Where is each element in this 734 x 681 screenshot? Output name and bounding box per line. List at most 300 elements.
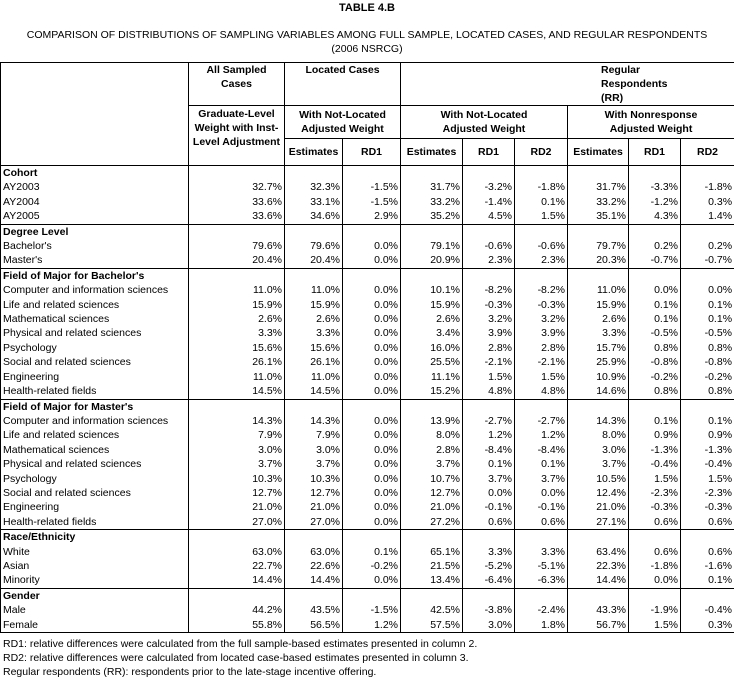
- table-cell: 3.7%: [515, 472, 568, 486]
- table-cell: -0.6%: [463, 239, 515, 253]
- table-cell: 0.0%: [463, 486, 515, 500]
- table-cell: -0.5%: [681, 326, 734, 340]
- section-spacer-cell: [285, 166, 343, 181]
- table-cell: 43.3%: [568, 603, 629, 617]
- table-cell: 4.3%: [629, 209, 681, 224]
- table-cell: 12.7%: [189, 486, 285, 500]
- table-cell: 0.0%: [681, 283, 734, 297]
- table-body: [1, 166, 734, 633]
- table-cell: 0.2%: [629, 239, 681, 253]
- section-spacer-cell: [463, 530, 515, 545]
- section-spacer-cell: [568, 530, 629, 545]
- table-cell: -6.4%: [463, 573, 515, 588]
- table-cell: -2.3%: [681, 486, 734, 500]
- section-spacer-cell: [285, 530, 343, 545]
- table-cell: 21.0%: [285, 500, 343, 514]
- table-cell: 0.1%: [681, 312, 734, 326]
- section-header-row: [1, 268, 734, 283]
- section-spacer-cell: [629, 268, 681, 283]
- section-title: Field of Major for Bachelor's: [1, 268, 189, 283]
- table-cell: 14.6%: [568, 384, 629, 399]
- section-header-row: [1, 224, 734, 239]
- table-cell: 33.6%: [189, 195, 285, 209]
- table-cell: 16.0%: [401, 341, 463, 355]
- table-cell: 31.7%: [568, 180, 629, 194]
- table-cell: 3.0%: [463, 618, 515, 633]
- row-label: Bachelor's: [1, 239, 189, 253]
- table-cell: 27.0%: [189, 515, 285, 530]
- row-label: Male: [1, 603, 189, 617]
- row-label: Social and related sciences: [1, 355, 189, 369]
- table-cell: 15.2%: [401, 384, 463, 399]
- row-label: Mathematical sciences: [1, 443, 189, 457]
- table-cell: 10.3%: [189, 472, 285, 486]
- table-cell: 15.9%: [401, 298, 463, 312]
- table-cell: 3.3%: [568, 326, 629, 340]
- section-spacer-cell: [463, 399, 515, 414]
- table-cell: 0.0%: [343, 384, 401, 399]
- header-with-not-located-2: With Not-Located Adjusted Weight: [401, 106, 568, 139]
- header-grad-weight: Graduate-Level Weight with Inst-Level Adjustment: [189, 106, 285, 166]
- table-cell: 0.6%: [515, 515, 568, 530]
- section-spacer-cell: [285, 399, 343, 414]
- header-rd1-rr: RD1: [463, 139, 515, 166]
- table-cell: 0.0%: [629, 573, 681, 588]
- table-row: [1, 559, 734, 573]
- table-header: [1, 63, 734, 166]
- table-cell: 21.5%: [401, 559, 463, 573]
- table-cell: 1.4%: [681, 209, 734, 224]
- table-cell: -1.3%: [681, 443, 734, 457]
- table-cell: -5.2%: [463, 559, 515, 573]
- table-cell: 1.5%: [629, 472, 681, 486]
- table-cell: 65.1%: [401, 545, 463, 559]
- table-cell: 0.0%: [515, 486, 568, 500]
- table-cell: 14.3%: [568, 414, 629, 428]
- section-spacer-cell: [401, 588, 463, 603]
- table-cell: 0.1%: [629, 298, 681, 312]
- table-cell: 33.2%: [568, 195, 629, 209]
- table-cell: 0.0%: [343, 253, 401, 268]
- section-spacer-cell: [568, 224, 629, 239]
- table-cell: 0.8%: [681, 341, 734, 355]
- section-header-row: [1, 166, 734, 181]
- table-cell: -0.2%: [681, 370, 734, 384]
- row-label: AY2004: [1, 195, 189, 209]
- table-row: [1, 500, 734, 514]
- row-label: Physical and related sciences: [1, 326, 189, 340]
- section-spacer-cell: [515, 224, 568, 239]
- table-cell: -6.3%: [515, 573, 568, 588]
- table-cell: 0.1%: [343, 545, 401, 559]
- row-label: Minority: [1, 573, 189, 588]
- section-spacer-cell: [629, 166, 681, 181]
- section-spacer-cell: [515, 399, 568, 414]
- section-spacer-cell: [681, 588, 734, 603]
- table-cell: -0.5%: [629, 326, 681, 340]
- table-row: [1, 180, 734, 194]
- table-row: [1, 486, 734, 500]
- section-header-row: [1, 588, 734, 603]
- table-cell: 0.1%: [463, 457, 515, 471]
- table-cell: 0.0%: [343, 500, 401, 514]
- table-cell: 3.3%: [285, 326, 343, 340]
- table-cell: -1.9%: [629, 603, 681, 617]
- row-label: Psychology: [1, 341, 189, 355]
- table-cell: 1.5%: [515, 370, 568, 384]
- section-spacer-cell: [343, 166, 401, 181]
- table-cell: -0.1%: [463, 500, 515, 514]
- table-cell: 21.0%: [401, 500, 463, 514]
- table-cell: 13.4%: [401, 573, 463, 588]
- table-cell: 3.7%: [285, 457, 343, 471]
- table-cell: 0.1%: [515, 457, 568, 471]
- table-cell: -0.4%: [681, 603, 734, 617]
- header-with-nonresponse: With Nonresponse Adjusted Weight: [568, 106, 734, 139]
- table-cell: 12.4%: [568, 486, 629, 500]
- table-cell: 79.1%: [401, 239, 463, 253]
- table-row: [1, 355, 734, 369]
- table-cell: 1.5%: [681, 472, 734, 486]
- section-spacer-cell: [285, 268, 343, 283]
- header-with-not-located-1: With Not-Located Adjusted Weight: [285, 106, 401, 139]
- table-cell: 20.9%: [401, 253, 463, 268]
- header-stub: [1, 63, 189, 166]
- table-cell: 25.9%: [568, 355, 629, 369]
- section-header-row: [1, 530, 734, 545]
- section-spacer-cell: [681, 166, 734, 181]
- table-cell: 2.3%: [463, 253, 515, 268]
- table-cell: 0.1%: [629, 312, 681, 326]
- table-cell: -8.2%: [515, 283, 568, 297]
- table-cell: 3.2%: [463, 312, 515, 326]
- subtitle-line-1: COMPARISON OF DISTRIBUTIONS OF SAMPLING VARIABLES AMONG FULL SAMPLE, LOCATED CASES, AND REGULAR RESPONDENTS: [26, 29, 708, 41]
- table-cell: 0.0%: [343, 515, 401, 530]
- section-spacer-cell: [189, 166, 285, 181]
- header-rd1-located: RD1: [343, 139, 401, 166]
- table-cell: 25.5%: [401, 355, 463, 369]
- table-cell: 14.3%: [285, 414, 343, 428]
- table-cell: 55.8%: [189, 618, 285, 633]
- table-row: [1, 283, 734, 297]
- table-cell: 22.3%: [568, 559, 629, 573]
- table-row: [1, 603, 734, 617]
- table-cell: 0.0%: [343, 370, 401, 384]
- table-cell: 11.0%: [189, 370, 285, 384]
- table-cell: -0.2%: [343, 559, 401, 573]
- table-row: [1, 515, 734, 530]
- section-title: Field of Major for Master's: [1, 399, 189, 414]
- section-spacer-cell: [515, 268, 568, 283]
- row-label: Life and related sciences: [1, 428, 189, 442]
- table-cell: 0.0%: [343, 443, 401, 457]
- section-spacer-cell: [189, 399, 285, 414]
- table-cell: 13.9%: [401, 414, 463, 428]
- header-estimates-nr: Estimates: [568, 139, 629, 166]
- section-spacer-cell: [401, 399, 463, 414]
- row-label: Life and related sciences: [1, 298, 189, 312]
- table-cell: -8.4%: [515, 443, 568, 457]
- table-cell: 26.1%: [189, 355, 285, 369]
- table-cell: 0.0%: [343, 472, 401, 486]
- row-label: Female: [1, 618, 189, 633]
- table-row: [1, 326, 734, 340]
- table-cell: 43.5%: [285, 603, 343, 617]
- table-cell: 33.2%: [401, 195, 463, 209]
- table-cell: -0.3%: [681, 500, 734, 514]
- row-label: AY2003: [1, 180, 189, 194]
- table-cell: 3.7%: [401, 457, 463, 471]
- section-spacer-cell: [343, 268, 401, 283]
- table-row: [1, 443, 734, 457]
- table-cell: 2.8%: [463, 341, 515, 355]
- table-cell: 3.9%: [463, 326, 515, 340]
- section-spacer-cell: [515, 166, 568, 181]
- table-row: [1, 414, 734, 428]
- table-cell: 3.7%: [568, 457, 629, 471]
- table-cell: 27.0%: [285, 515, 343, 530]
- section-spacer-cell: [401, 224, 463, 239]
- table-cell: 35.2%: [401, 209, 463, 224]
- table-cell: 20.3%: [568, 253, 629, 268]
- table-cell: 63.0%: [285, 545, 343, 559]
- section-spacer-cell: [343, 224, 401, 239]
- table-cell: -2.7%: [515, 414, 568, 428]
- table-cell: 0.1%: [681, 573, 734, 588]
- table-cell: 21.0%: [568, 500, 629, 514]
- table-cell: 0.8%: [629, 384, 681, 399]
- table-cell: 0.3%: [681, 618, 734, 633]
- table-cell: -2.3%: [629, 486, 681, 500]
- row-label: Master's: [1, 253, 189, 268]
- header-rd1-nr: RD1: [629, 139, 681, 166]
- table-cell: -0.4%: [681, 457, 734, 471]
- table-row: [1, 618, 734, 633]
- table-row: [1, 428, 734, 442]
- table-cell: 0.9%: [681, 428, 734, 442]
- header-all-sampled: All Sampled Cases: [189, 63, 285, 106]
- table-cell: 3.3%: [189, 326, 285, 340]
- note-rd1: RD1: relative differences were calculated from the full sample-based estimates presented in column 2.: [3, 638, 478, 650]
- table-cell: 0.9%: [629, 428, 681, 442]
- table-cell: 0.0%: [343, 486, 401, 500]
- table-cell: 0.0%: [343, 312, 401, 326]
- table-cell: 0.0%: [343, 457, 401, 471]
- table-cell: 31.7%: [401, 180, 463, 194]
- table-cell: -2.4%: [515, 603, 568, 617]
- row-label: Health-related fields: [1, 515, 189, 530]
- table-row: [1, 573, 734, 588]
- section-title: Cohort: [1, 166, 189, 181]
- table-row: [1, 384, 734, 399]
- table-cell: 32.3%: [285, 180, 343, 194]
- table-cell: 0.2%: [681, 239, 734, 253]
- row-label: AY2005: [1, 209, 189, 224]
- table-cell: -0.8%: [681, 355, 734, 369]
- header-rd2-rr: RD2: [515, 139, 568, 166]
- table-cell: -1.8%: [515, 180, 568, 194]
- table-cell: 35.1%: [568, 209, 629, 224]
- table-cell: 63.4%: [568, 545, 629, 559]
- table-cell: 0.8%: [681, 384, 734, 399]
- section-spacer-cell: [568, 588, 629, 603]
- table-subtitle: [0, 28, 734, 56]
- table-cell: 14.5%: [189, 384, 285, 399]
- table-cell: 22.7%: [189, 559, 285, 573]
- table-title: TABLE 4.B: [338, 2, 396, 14]
- table-cell: 0.0%: [343, 283, 401, 297]
- section-spacer-cell: [285, 224, 343, 239]
- table-cell: -0.2%: [629, 370, 681, 384]
- table-cell: 21.0%: [189, 500, 285, 514]
- table-cell: -1.4%: [463, 195, 515, 209]
- section-spacer-cell: [401, 166, 463, 181]
- table-cell: 33.1%: [285, 195, 343, 209]
- section-spacer-cell: [343, 588, 401, 603]
- data-table: [0, 62, 734, 633]
- table-cell: 2.6%: [189, 312, 285, 326]
- row-label: White: [1, 545, 189, 559]
- section-spacer-cell: [463, 224, 515, 239]
- section-spacer-cell: [568, 166, 629, 181]
- table-cell: -1.8%: [681, 180, 734, 194]
- section-spacer-cell: [629, 399, 681, 414]
- table-cell: -1.5%: [343, 180, 401, 194]
- table-cell: 3.7%: [189, 457, 285, 471]
- row-label: Social and related sciences: [1, 486, 189, 500]
- table-cell: 42.5%: [401, 603, 463, 617]
- section-spacer-cell: [189, 588, 285, 603]
- table-row: [1, 195, 734, 209]
- header-rd2-nr: RD2: [681, 139, 734, 166]
- table-cell: -0.1%: [515, 500, 568, 514]
- header-located: Located Cases: [285, 63, 401, 106]
- table-cell: 79.7%: [568, 239, 629, 253]
- table-cell: 14.3%: [189, 414, 285, 428]
- section-spacer-cell: [463, 268, 515, 283]
- table-cell: 4.8%: [463, 384, 515, 399]
- header-estimates-rr: Estimates: [401, 139, 463, 166]
- section-spacer-cell: [629, 530, 681, 545]
- table-cell: 4.8%: [515, 384, 568, 399]
- table-cell: 0.6%: [629, 515, 681, 530]
- table-cell: -1.5%: [343, 195, 401, 209]
- table-cell: 79.6%: [285, 239, 343, 253]
- header-regular: Regular Respondents (RR): [401, 63, 734, 106]
- section-title: Gender: [1, 588, 189, 603]
- table-cell: 63.0%: [189, 545, 285, 559]
- table-row: [1, 341, 734, 355]
- section-spacer-cell: [681, 268, 734, 283]
- table-cell: 15.9%: [285, 298, 343, 312]
- table-row: [1, 370, 734, 384]
- section-spacer-cell: [681, 399, 734, 414]
- table-cell: 0.1%: [629, 414, 681, 428]
- table-cell: 1.2%: [515, 428, 568, 442]
- section-spacer-cell: [681, 530, 734, 545]
- header-estimates-located: Estimates: [285, 139, 343, 166]
- table-row: [1, 472, 734, 486]
- section-spacer-cell: [343, 530, 401, 545]
- section-title: Race/Ethnicity: [1, 530, 189, 545]
- table-cell: 1.5%: [515, 209, 568, 224]
- table-cell: 0.0%: [343, 573, 401, 588]
- table-cell: 3.9%: [515, 326, 568, 340]
- table-cell: 2.6%: [401, 312, 463, 326]
- table-cell: -8.2%: [463, 283, 515, 297]
- table-cell: 0.0%: [343, 298, 401, 312]
- row-label: Psychology: [1, 472, 189, 486]
- table-row: [1, 209, 734, 224]
- table-cell: 20.4%: [285, 253, 343, 268]
- table-cell: 8.0%: [568, 428, 629, 442]
- table-cell: -8.4%: [463, 443, 515, 457]
- table-cell: 1.2%: [343, 618, 401, 633]
- table-cell: 12.7%: [401, 486, 463, 500]
- table-cell: 10.3%: [285, 472, 343, 486]
- table-cell: 34.6%: [285, 209, 343, 224]
- table-cell: 10.9%: [568, 370, 629, 384]
- table-cell: 56.7%: [568, 618, 629, 633]
- row-label: Computer and information sciences: [1, 283, 189, 297]
- table-cell: 11.0%: [285, 370, 343, 384]
- subtitle-line-2: (2006 NSRCG): [331, 43, 403, 55]
- table-cell: 10.5%: [568, 472, 629, 486]
- table-cell: 0.1%: [515, 195, 568, 209]
- table-cell: 0.0%: [343, 239, 401, 253]
- table-cell: -0.3%: [629, 500, 681, 514]
- table-cell: 2.9%: [343, 209, 401, 224]
- table-cell: 79.6%: [189, 239, 285, 253]
- table-cell: 11.1%: [401, 370, 463, 384]
- table-cell: 14.5%: [285, 384, 343, 399]
- table-cell: 12.7%: [285, 486, 343, 500]
- table-row: [1, 545, 734, 559]
- section-spacer-cell: [285, 588, 343, 603]
- table-cell: 15.6%: [285, 341, 343, 355]
- table-cell: 14.4%: [285, 573, 343, 588]
- table-cell: -0.7%: [629, 253, 681, 268]
- table-cell: 1.5%: [463, 370, 515, 384]
- section-spacer-cell: [463, 166, 515, 181]
- table-cell: 0.6%: [629, 545, 681, 559]
- table-cell: -0.3%: [515, 298, 568, 312]
- table-cell: 3.4%: [401, 326, 463, 340]
- table-cell: 0.3%: [681, 195, 734, 209]
- table-cell: 1.2%: [463, 428, 515, 442]
- section-spacer-cell: [568, 399, 629, 414]
- row-label: Physical and related sciences: [1, 457, 189, 471]
- table-cell: 8.0%: [401, 428, 463, 442]
- table-cell: 3.3%: [515, 545, 568, 559]
- table-cell: -1.8%: [629, 559, 681, 573]
- table-row: [1, 298, 734, 312]
- section-spacer-cell: [189, 530, 285, 545]
- table-cell: 44.2%: [189, 603, 285, 617]
- table-cell: 0.0%: [343, 414, 401, 428]
- table-cell: -1.6%: [681, 559, 734, 573]
- row-label: Engineering: [1, 370, 189, 384]
- table-cell: -1.2%: [629, 195, 681, 209]
- row-label: Asian: [1, 559, 189, 573]
- table-cell: 0.6%: [681, 545, 734, 559]
- table-cell: 0.6%: [681, 515, 734, 530]
- table-cell: 33.6%: [189, 209, 285, 224]
- table-row: [1, 239, 734, 253]
- note-regular-respondents: Regular respondents (RR): respondents prior to the late-stage incentive offering.: [3, 666, 377, 678]
- table-cell: 0.0%: [343, 355, 401, 369]
- table-cell: 15.7%: [568, 341, 629, 355]
